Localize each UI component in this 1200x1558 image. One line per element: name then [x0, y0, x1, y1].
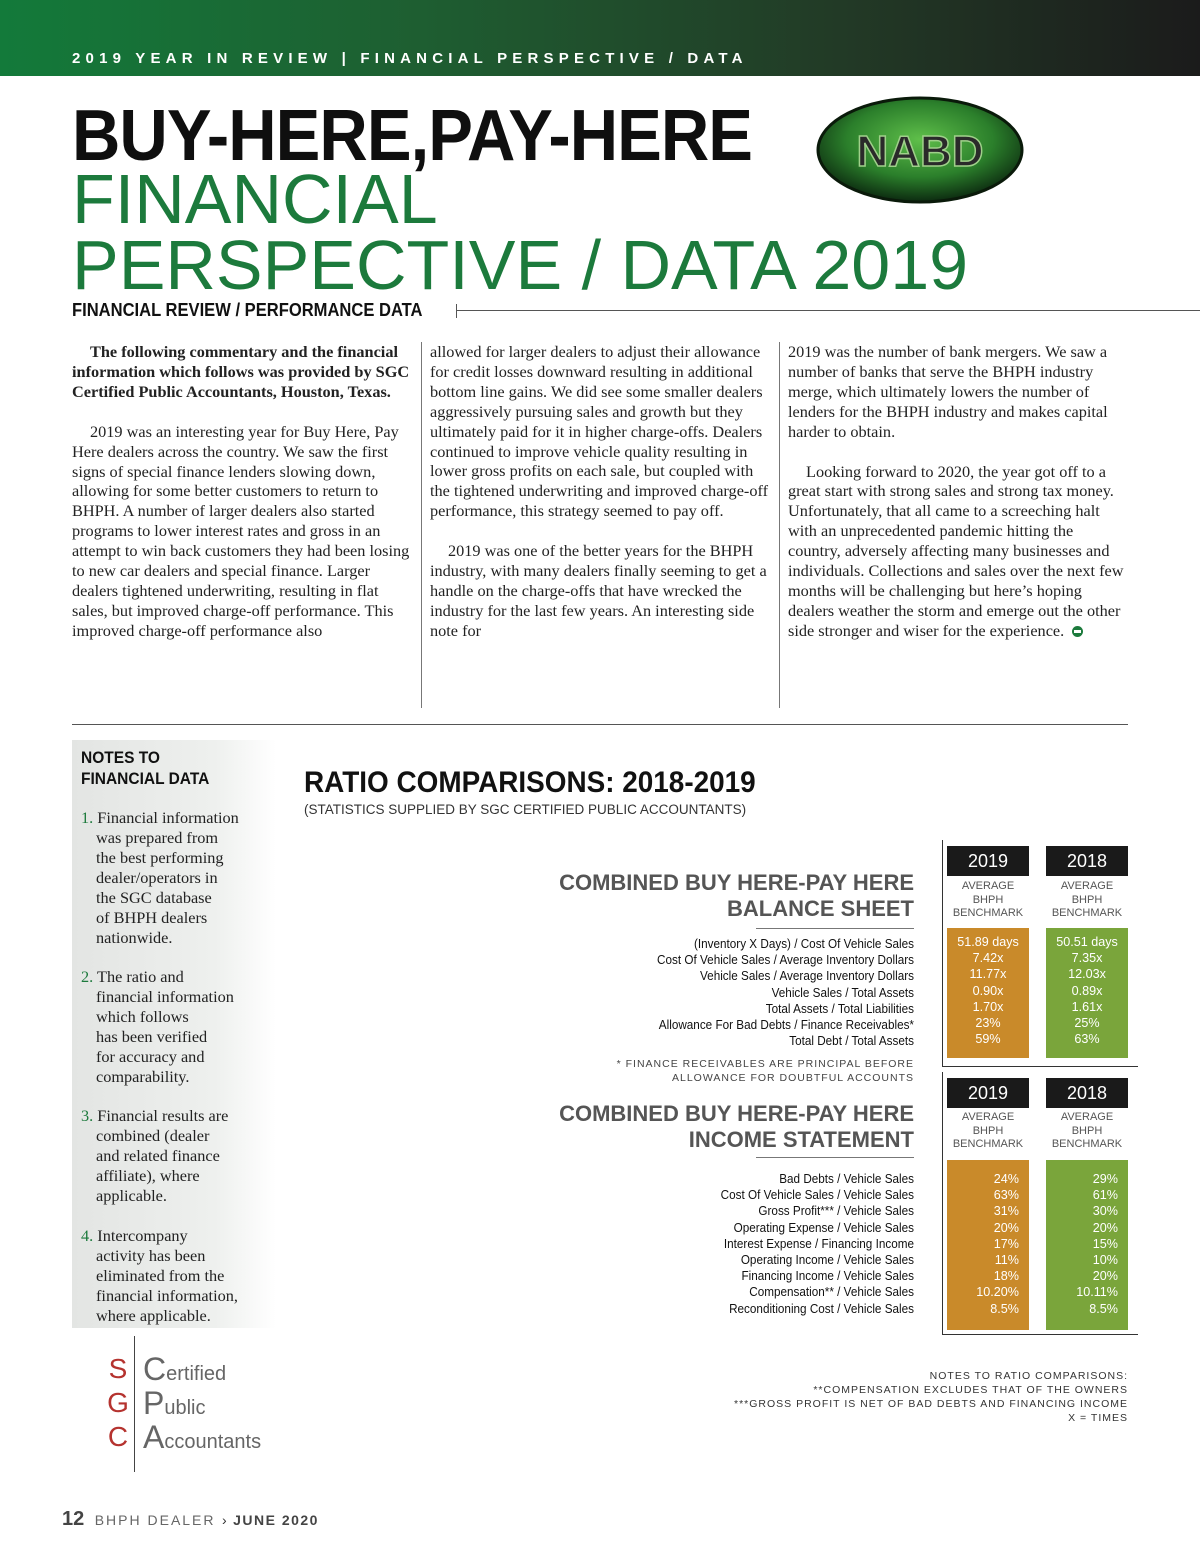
balance-values-2019: [947, 928, 1029, 1058]
ratio-value-2019: 1.70x: [972, 999, 1004, 1014]
note-line: where applicable.: [96, 1306, 211, 1325]
ratio-value-2018: 15%: [1092, 1236, 1118, 1251]
sgc-word-rest: ublic: [164, 1397, 206, 1419]
ratio-value-2019: 7.42x: [972, 951, 1004, 966]
benchmark-label: [938, 880, 1038, 921]
section-header: 2019 YEAR IN REVIEW | FINANCIAL PERSPECTIVE / DATA: [72, 50, 748, 67]
sgc-word-rest: ertified: [166, 1363, 227, 1385]
title-financial: FINANCIAL: [72, 160, 438, 238]
ratio-value-2018: 30%: [1092, 1204, 1118, 1219]
article-paragraph: [788, 462, 1128, 641]
ratio-value-2018: 20%: [1092, 1269, 1118, 1284]
ratio-value-2019: 31%: [993, 1204, 1019, 1219]
ratio-row-label: Gross Profit*** / Vehicle Sales: [758, 1204, 914, 1219]
note-line: of BHPH dealers: [96, 908, 208, 927]
footnote-line: ALLOWANCE FOR DOUBTFUL ACCOUNTS: [672, 1072, 914, 1084]
year-label-2019: 2019: [947, 846, 1029, 876]
page-title-line1: BUY-HERE,PAY-HERE: [72, 96, 753, 176]
ratio-row-label: Interest Expense / Financing Income: [723, 1236, 914, 1251]
benchmark-label: [938, 1111, 1038, 1152]
ratio-row-label: Reconditioning Cost / Vehicle Sales: [729, 1301, 914, 1316]
ratio-value-2019: 24%: [993, 1172, 1019, 1186]
ratio-value-2019: 17%: [993, 1236, 1019, 1251]
note-line: applicable.: [96, 1186, 167, 1205]
note-line: which follows: [96, 1007, 189, 1026]
ratio-value-2018: 10%: [1092, 1253, 1118, 1268]
ratio-note-line: X = TIMES: [1068, 1412, 1128, 1424]
section-rule: [72, 724, 1128, 725]
ratio-note-line: ***GROSS PROFIT IS NET OF BAD DEBTS AND FINANCING INCOME: [734, 1398, 1128, 1410]
subtitle: FINANCIAL REVIEW / PERFORMANCE DATA: [72, 300, 423, 320]
bench-text: BHPH: [1071, 893, 1103, 906]
note-line: 2. The ratio and: [81, 967, 184, 986]
ratio-notes: [628, 1369, 1128, 1425]
year-label-2018: 2018: [1046, 1078, 1128, 1108]
balance-footnote: [514, 1057, 914, 1085]
ratio-value-2019: 11%: [994, 1253, 1019, 1268]
ratio-value-2019: 11.77x: [969, 967, 1007, 982]
note-number: 1.: [81, 808, 94, 827]
bench-text: AVERAGE: [1060, 880, 1114, 892]
note-line: nationwide.: [96, 928, 173, 947]
article-column-2: [430, 342, 770, 641]
income-row-labels: [505, 1171, 914, 1317]
ratio-value-2019: 0.90x: [972, 983, 1004, 998]
note-line: activity has been: [96, 1246, 206, 1265]
ratio-value-2018: 7.35x: [1071, 951, 1103, 966]
bench-text: BHPH: [972, 1124, 1004, 1137]
column-divider: [421, 342, 422, 708]
section-title-line: COMBINED BUY HERE-PAY HERE: [559, 870, 914, 895]
note-line: eliminated from the: [96, 1266, 225, 1285]
section-title-line: COMBINED BUY HERE-PAY HERE: [559, 1101, 914, 1126]
table-frame-bottom: [942, 1334, 1138, 1335]
sgc-divider: [134, 1336, 135, 1472]
note-line: and related finance: [96, 1146, 220, 1165]
income-values-2019: [947, 1160, 1029, 1330]
subtitle-tick: [456, 304, 457, 318]
note-line: 1. Financial information: [81, 808, 239, 827]
note-line: financial information: [96, 987, 234, 1006]
title-perspective: PERSPECTIVE / DATA 2019: [72, 226, 969, 304]
ratio-row-label: Cost Of Vehicle Sales / Average Inventory Dollars: [657, 953, 914, 968]
ratio-row-label: Compensation** / Vehicle Sales: [749, 1285, 914, 1300]
notes-title: [81, 748, 209, 790]
ratio-row-label: Operating Income / Vehicle Sales: [740, 1253, 914, 1268]
ratio-row-label: Financing Income / Vehicle Sales: [741, 1269, 914, 1284]
note-number: 3.: [81, 1106, 94, 1125]
nabd-logo: [816, 96, 1024, 204]
ratio-value-2019: 63%: [993, 1188, 1019, 1203]
footnote-line: * FINANCE RECEIVABLES ARE PRINCIPAL BEFORE: [616, 1058, 914, 1070]
year-label-2019: 2019: [947, 1078, 1029, 1108]
bench-text: AVERAGE: [1060, 1111, 1114, 1123]
chevron-right-icon: ›: [221, 1512, 227, 1528]
bench-text: BENCHMARK: [1051, 1138, 1123, 1150]
ratio-value-2019: 8.5%: [990, 1301, 1019, 1316]
section-underline: [756, 928, 914, 929]
note-line: 3. Financial results are: [81, 1106, 229, 1125]
ratio-value-2018: 0.89x: [1071, 983, 1103, 998]
benchmark-label: [1037, 1111, 1137, 1152]
notes-title-line: FINANCIAL DATA: [81, 770, 210, 788]
note-line: comparability.: [96, 1067, 190, 1086]
nabd-logo-text: NABD: [856, 127, 984, 176]
issue-date: JUNE 2020: [233, 1512, 319, 1528]
note-line: was prepared from: [96, 828, 219, 847]
note-item: [81, 808, 271, 948]
sgc-letter: C: [107, 1421, 129, 1452]
sgc-letter: G: [107, 1387, 129, 1418]
article-closing-text: Looking forward to 2020, the year got off to a great start with strong sales and strong tax money. Unfortunately, that all came to a screeching halt with an unprecedented pandemic hitting the country, adversely affecting many businesses and individuals. Collections and sales over the next few months will be challenging but here’s hoping dealers weather the storm and emerge out the other side stronger and wiser for the experience.: [788, 461, 1124, 640]
ratio-row-label: Vehicle Sales / Total Assets: [771, 985, 914, 1000]
article-paragraph: 2019 was an interesting year for Buy Here, Pay Here dealers across the country. We saw the first signs of special finance lenders slowing down, allowing for some better customers to return to BHPH. A number of larger dealers also started programs to lower interest rates and gross in an attempt to win back customers they had been losing to new car dealers and special finance. Larger dealers tightened underwriting, resulting in flat sales, but improved charge-off performance. This improved charge-off performance also: [72, 421, 410, 640]
sgc-word-cap: P: [143, 1385, 165, 1421]
balance-row-labels: [505, 936, 914, 1049]
ratio-value-2019: 20%: [993, 1220, 1019, 1235]
ratio-value-2018: 20%: [1092, 1220, 1118, 1235]
sgc-word-rest: ccountants: [164, 1431, 262, 1453]
ratio-row-label: Total Assets / Total Liabilities: [765, 1001, 914, 1016]
ratio-value-2019: 51.89 days: [957, 935, 1019, 949]
note-item: [81, 1106, 271, 1206]
ratio-row-label: Operating Expense / Vehicle Sales: [733, 1220, 914, 1235]
balance-sheet-title: [494, 870, 914, 922]
note-line: 4. Intercompany: [81, 1226, 188, 1245]
sgc-letter: S: [108, 1353, 128, 1384]
ratio-subtitle: (STATISTICS SUPPLIED BY SGC CERTIFIED PUBLIC ACCOUNTANTS): [304, 802, 747, 817]
bench-text: BENCHMARK: [952, 1138, 1024, 1150]
page-number: 12: [62, 1508, 85, 1530]
note-line: affiliate), where: [96, 1166, 200, 1185]
ratio-value-2018: 50.51 days: [1056, 935, 1118, 949]
note-item: [81, 1226, 271, 1326]
article-column-1: [72, 342, 412, 641]
balance-values-2018: [1046, 928, 1128, 1058]
notes-title-line: NOTES TO: [81, 749, 161, 767]
sgc-word-cap: C: [143, 1351, 167, 1387]
ratio-value-2018: 1.61x: [1071, 999, 1103, 1014]
ratio-note-line: **COMPENSATION EXCLUDES THAT OF THE OWNERS: [813, 1384, 1128, 1396]
note-number: 2.: [81, 967, 94, 986]
note-line: the SGC database: [96, 888, 212, 907]
ratio-value-2019: 23%: [975, 1016, 1001, 1031]
ratio-row-label: (Inventory X Days) / Cost Of Vehicle Sales: [693, 937, 914, 951]
table-frame: [942, 840, 943, 1066]
bench-text: BENCHMARK: [952, 907, 1024, 919]
note-item: [81, 967, 271, 1087]
sgc-word-cap: A: [143, 1419, 165, 1455]
ratio-note-line: NOTES TO RATIO COMPARISONS:: [929, 1370, 1128, 1382]
ratio-value-2018: 8.5%: [1089, 1301, 1118, 1316]
article-column-3: [788, 342, 1128, 641]
note-line: combined (dealer: [96, 1126, 210, 1145]
ratio-row-label: Total Debt / Total Assets: [789, 1034, 914, 1049]
note-line: dealer/operators in: [96, 868, 218, 887]
end-mark-icon: [1072, 626, 1083, 637]
table-frame-bottom: [942, 1066, 1138, 1067]
note-line: financial information,: [96, 1286, 238, 1305]
ratio-value-2018: 25%: [1074, 1016, 1100, 1031]
ratio-value-2019: 10.20%: [976, 1285, 1019, 1300]
note-line: for accuracy and: [96, 1047, 205, 1066]
note-line: has been verified: [96, 1027, 208, 1046]
bench-text: AVERAGE: [961, 1111, 1015, 1123]
ratio-value-2018: 29%: [1092, 1172, 1118, 1186]
ratio-row-label: Vehicle Sales / Average Inventory Dollars: [700, 969, 914, 984]
note-line: the best performing: [96, 848, 224, 867]
magazine-name: BHPH DEALER: [94, 1512, 216, 1528]
article-paragraph: 2019 was the number of bank mergers. We saw a number of banks that serve the BHPH industry merge, which ultimately lowers the number of lenders for the BHPH industry and makes capital harder to obtain.: [788, 342, 1108, 441]
sgc-word: [143, 1420, 261, 1459]
subtitle-rule: [456, 310, 1200, 311]
section-title-line: BALANCE SHEET: [726, 896, 914, 921]
page-footer: [62, 1508, 319, 1531]
income-statement-title: [494, 1101, 914, 1153]
benchmark-label: [1037, 880, 1137, 921]
ratio-value-2018: 61%: [1092, 1188, 1118, 1203]
bench-text: BENCHMARK: [1051, 907, 1123, 919]
bench-text: AVERAGE: [961, 880, 1015, 892]
note-number: 4.: [81, 1226, 94, 1245]
ratio-row-label: Allowance For Bad Debts / Finance Receivables*: [658, 1018, 914, 1033]
section-title-line: INCOME STATEMENT: [688, 1127, 914, 1152]
ratio-row-label: Cost Of Vehicle Sales / Vehicle Sales: [720, 1188, 914, 1203]
ratio-value-2019: 18%: [993, 1269, 1019, 1284]
income-values-2018: [1046, 1160, 1128, 1330]
year-label-2018: 2018: [1046, 846, 1128, 876]
section-underline: [756, 1157, 914, 1158]
bench-text: BHPH: [972, 893, 1004, 906]
ratio-row-label: Bad Debts / Vehicle Sales: [779, 1172, 914, 1186]
article-paragraph: 2019 was one of the better years for the BHPH industry, with many dealers finally seeming to get a handle on the charge-offs that have wrecked the industry for the last few years. An interesting side note for: [430, 541, 767, 640]
bench-text: BHPH: [1071, 1124, 1103, 1137]
column-divider: [779, 342, 780, 708]
ratio-title: RATIO COMPARISONS: 2018-2019: [304, 766, 756, 799]
ratio-value-2018: 12.03x: [1068, 967, 1106, 982]
article-paragraph: allowed for larger dealers to adjust their allowance for credit losses downward resulting in additional bottom line gains. We did see some smaller dealers aggressively pursuing sales and growth but they ultimately paid for it in higher charge-offs. Dealers continued to improve vehicle quality resulting in lower gross profits on each sale, but coupled with the tightened underwriting and improved charge-off performance, this strategy seemed to pay off.: [430, 342, 769, 521]
ratio-value-2019: 59%: [975, 1032, 1001, 1047]
ratio-value-2018: 10.11%: [1076, 1285, 1118, 1300]
article-intro: The following commentary and the financial information which follows was provided by SGC Certified Public Accountants, Houston, Texas.: [72, 342, 410, 401]
ratio-value-2018: 63%: [1074, 1032, 1100, 1047]
